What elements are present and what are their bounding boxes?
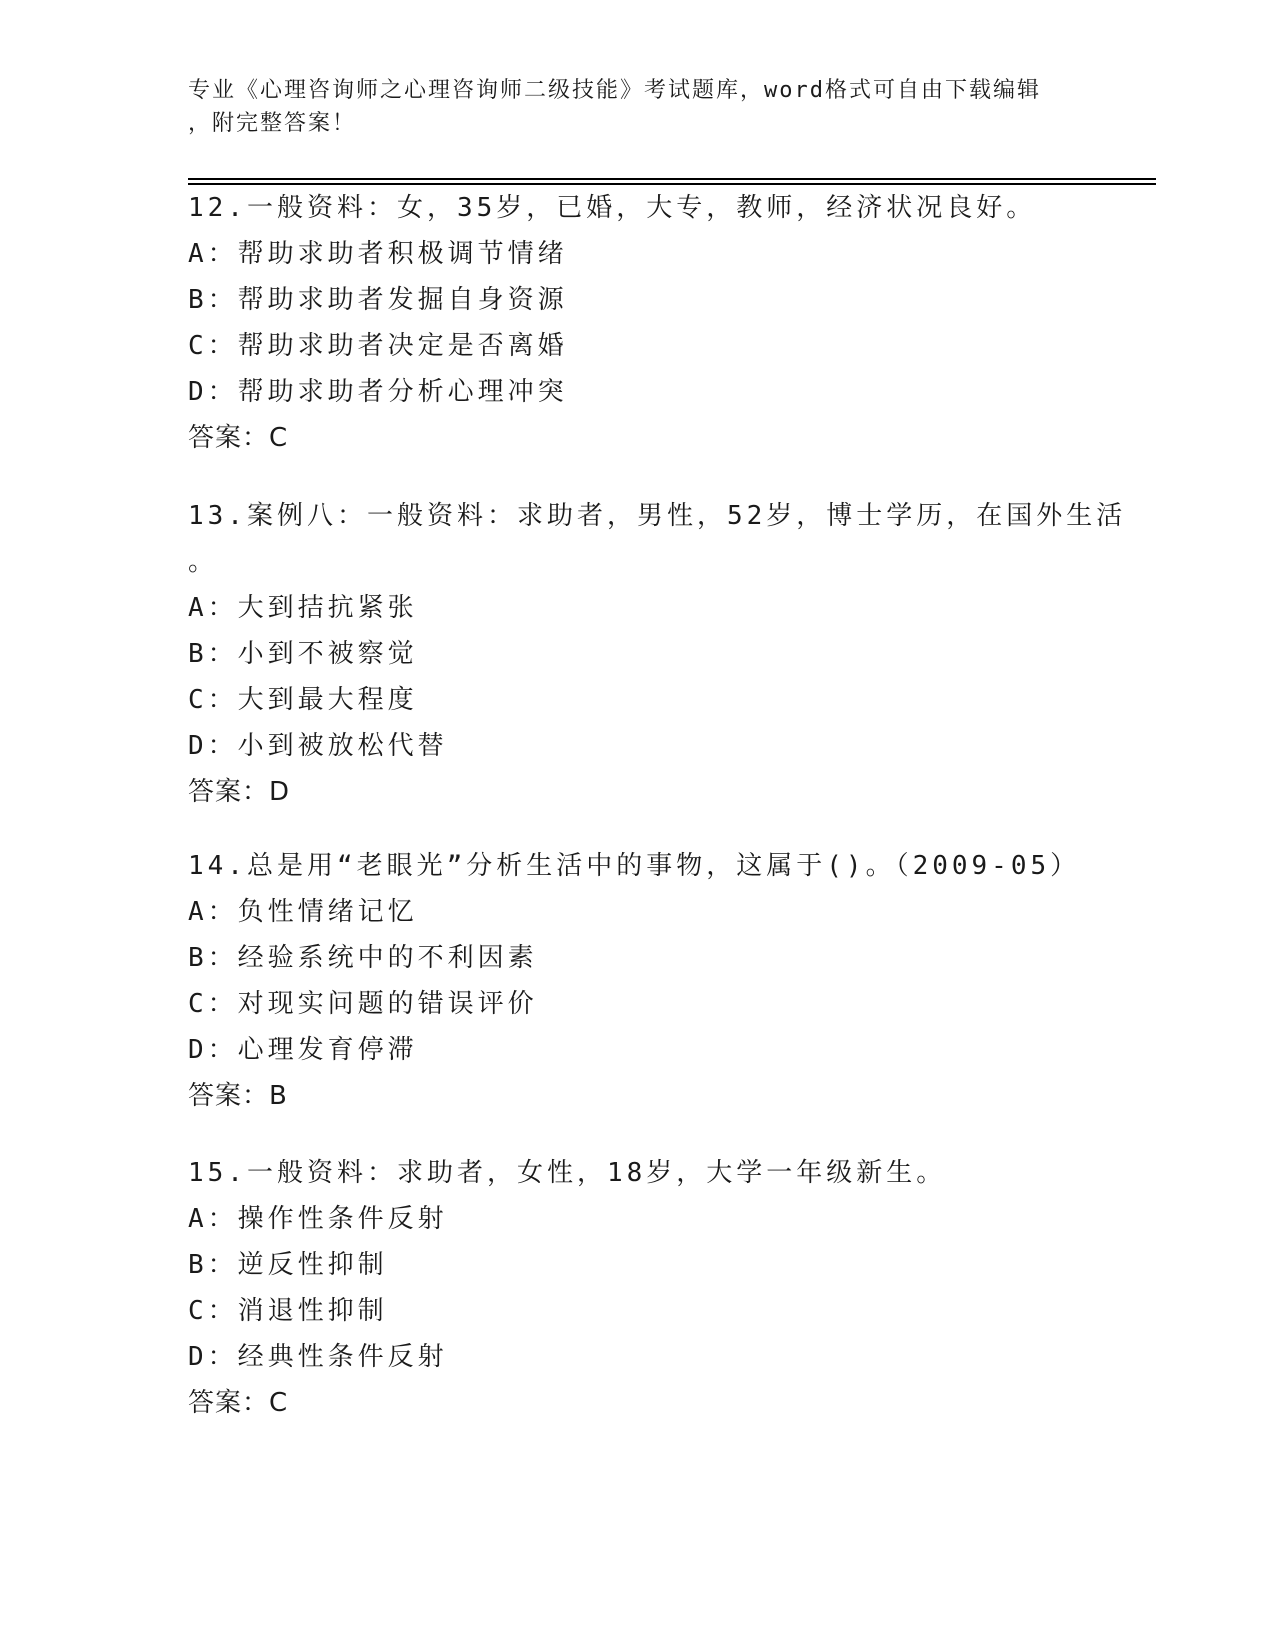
header-line-2: ，附完整答案！: [188, 111, 357, 136]
option-b: B：小到不被察觉: [188, 639, 418, 669]
question-stem: 13.案例八：一般资料：求助者，男性，52岁，博士学历，在国外生活: [188, 501, 1127, 531]
option-a: A：负性情绪记忆: [188, 897, 418, 927]
option-d: D：经典性条件反射: [188, 1342, 448, 1372]
option-b: B：逆反性抑制: [188, 1250, 388, 1280]
option-d: D：心理发育停滞: [188, 1035, 418, 1065]
option-c: C：大到最大程度: [188, 685, 418, 715]
option-d: D：小到被放松代替: [188, 731, 448, 761]
option-d: D：帮助求助者分析心理冲突: [188, 377, 568, 407]
question-15: [188, 1150, 1088, 1426]
header-line-1: 专业《心理咨询师之心理咨询师二级技能》考试题库，word格式可自由下载编辑: [188, 78, 1041, 103]
question-stem: 15.一般资料：求助者，女性，18岁，大学一年级新生。: [188, 1158, 947, 1188]
option-c: C：消退性抑制: [188, 1296, 388, 1326]
question-13: [188, 493, 1127, 815]
document-header: [188, 74, 1088, 140]
answer: 答案：C: [188, 1388, 289, 1418]
answer: 答案：B: [188, 1081, 288, 1111]
header-divider-top: [188, 178, 1156, 180]
option-a: A：操作性条件反射: [188, 1204, 448, 1234]
question-stem: 14.总是用“老眼光”分析生活中的事物，这属于()。（2009-05）: [188, 851, 1081, 881]
question-stem-continuation: 。: [188, 547, 215, 577]
option-c: C：对现实问题的错误评价: [188, 989, 538, 1019]
question-stem: 12.一般资料：女，35岁，已婚，大专，教师，经济状况良好。: [188, 193, 1037, 223]
option-a: A：大到拮抗紧张: [188, 593, 418, 623]
option-b: B：经验系统中的不利因素: [188, 943, 538, 973]
question-12: [188, 185, 1088, 461]
answer: 答案：C: [188, 423, 289, 453]
answer: 答案：D: [188, 777, 291, 807]
question-14: [188, 843, 1088, 1119]
option-b: B：帮助求助者发掘自身资源: [188, 285, 568, 315]
option-c: C：帮助求助者决定是否离婚: [188, 331, 568, 361]
option-a: A：帮助求助者积极调节情绪: [188, 239, 568, 269]
